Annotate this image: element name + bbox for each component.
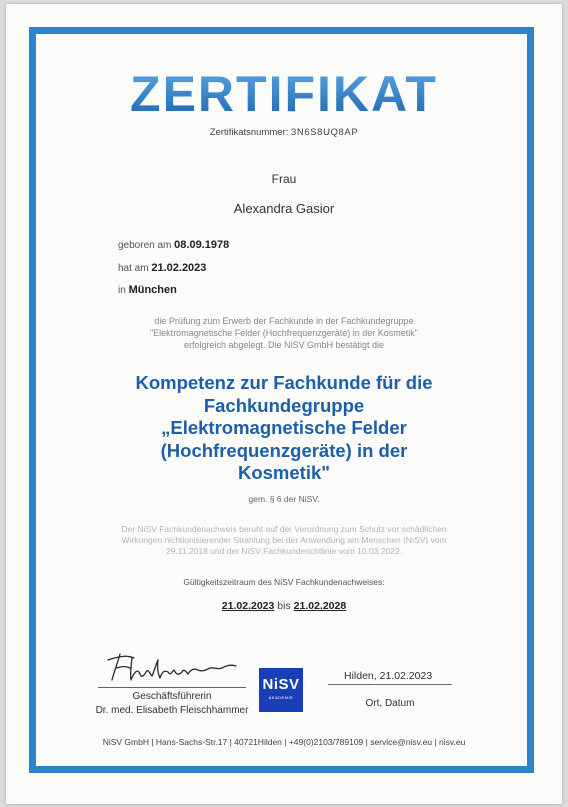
certificate-sheet	[6, 4, 562, 804]
legal-text-line: Der NiSV Fachkundenachweis beruht auf der Verordnung zum Schutz vor schädlichen	[121, 524, 447, 534]
valid-to-date: 21.02.2028	[293, 600, 347, 612]
exam-text-line: die Prüfung zum Erwerb der Fachkunde in der Fachkundegruppe	[154, 316, 414, 326]
valid-to-label: bis	[277, 600, 291, 612]
exam-text-line: erfolgreich abgelegt. Die NiSV GmbH bestätigt die	[183, 340, 385, 350]
place-date-caption: Ort, Datum	[365, 698, 415, 709]
birth-date-line	[118, 239, 229, 251]
exam-date-line	[118, 262, 206, 274]
nisv-akademie-logo	[259, 668, 303, 712]
headline-line: (Hochfrequenzgeräte) in der	[160, 439, 408, 461]
legal-text-line: Wirkungen nichtionisierender Strahlung bei der Anwendung am Menschen (NiSV) vom	[121, 535, 447, 545]
certificate-title: ZERTIFIKAT	[6, 66, 562, 122]
legal-reference: gem. § 6 der NiSV.	[248, 494, 320, 504]
certificate-number-value: 3N6S8UQ8AP	[291, 127, 359, 138]
handwritten-signature	[98, 650, 248, 688]
exam-date-value: 21.02.2023	[151, 262, 207, 274]
signature-line	[98, 687, 246, 688]
recipient-name: Alexandra Gasior	[233, 201, 335, 216]
certificate-number-label: Zertifikatsnummer:	[209, 127, 289, 138]
legal-text-line: 29.11.2018 und der NiSV Fachkunderichtlinie vom 10.03.2022.	[165, 546, 403, 556]
headline-line: Kosmetik"	[237, 462, 331, 483]
headline-line: Kompetenz zur Fachkunde für die	[135, 372, 433, 393]
headline-line: „Elektromagnetische Felder	[161, 417, 407, 438]
footer-contact: NiSV GmbH | Hans-Sachs-Str.17 | 40721Hilden | +49(0)2103/789109 | service@nisv.eu | nisv.eu	[102, 737, 466, 747]
exam-text-line: "Elektromagnetische Felder (Hochfrequenzgeräte) in der Kosmetik"	[149, 328, 418, 338]
headline-line: Fachkundegruppe	[203, 394, 365, 416]
birth-date-label: geboren am	[118, 240, 172, 251]
logo-text: NiSV	[262, 676, 300, 693]
valid-from-date: 21.02.2023	[221, 600, 275, 612]
exam-city-line	[118, 284, 177, 296]
exam-text	[6, 315, 562, 351]
exam-date-label: hat am	[118, 263, 149, 274]
birth-date-value: 08.09.1978	[174, 239, 230, 251]
place-date-value: Hilden, 21.02.2023	[344, 670, 433, 682]
place-date-line	[328, 684, 452, 685]
validity-period	[6, 600, 562, 612]
validity-label: Gültigkeitszeitraum des NiSV Fachkundenachweises:	[183, 577, 385, 587]
exam-city-value: München	[128, 284, 177, 296]
competence-headline	[66, 372, 502, 485]
signature-caption	[68, 690, 276, 718]
logo-subtext: AKADEMIE	[268, 695, 294, 700]
exam-city-label: in	[118, 285, 126, 296]
signer-role: Geschäftsführerin	[132, 691, 212, 702]
salutation: Frau	[271, 172, 297, 186]
signer-name: Dr. med. Elisabeth Fleischhammer	[95, 705, 249, 716]
certificate-number	[6, 127, 562, 138]
legal-text	[86, 524, 482, 557]
